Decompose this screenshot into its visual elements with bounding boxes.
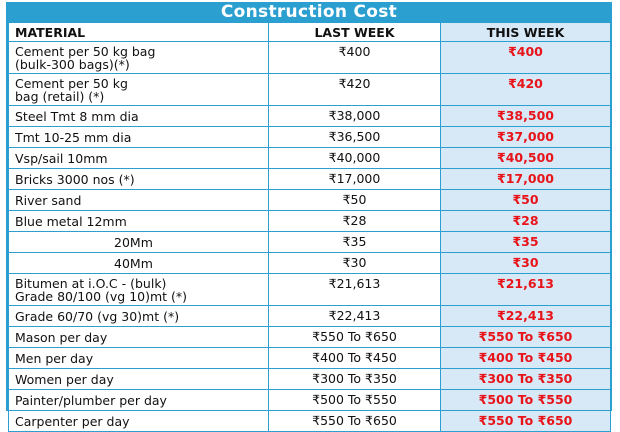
this-week-cell: ₹400 <box>441 42 611 74</box>
this-week-cell: ₹37,000 <box>441 127 611 148</box>
this-week-cell: ₹21,613 <box>441 274 611 306</box>
this-week-cell: ₹300 To ₹350 <box>441 369 611 390</box>
last-week-cell: ₹38,000 <box>269 106 441 127</box>
material-cell: Steel Tmt 8 mm dia <box>9 106 269 127</box>
table-header-row <box>9 23 611 42</box>
last-week-cell: ₹36,500 <box>269 127 441 148</box>
this-week-cell: ₹50 <box>441 190 611 211</box>
header-last-week: LAST WEEK <box>269 23 441 42</box>
material-cell: 20Mm <box>9 232 269 253</box>
table-row <box>9 169 611 190</box>
material-cell: 40Mm <box>9 253 269 274</box>
this-week-cell: ₹500 To ₹550 <box>441 390 611 411</box>
table-row <box>9 106 611 127</box>
last-week-cell: ₹50 <box>269 190 441 211</box>
material-cell: Women per day <box>9 369 269 390</box>
table-row <box>9 390 611 411</box>
last-week-cell: ₹22,413 <box>269 306 441 327</box>
material-cell: Carpenter per day <box>9 411 269 432</box>
material-cell: Tmt 10-25 mm dia <box>9 127 269 148</box>
last-week-cell: ₹40,000 <box>269 148 441 169</box>
material-cell: Painter/plumber per day <box>9 390 269 411</box>
table-row <box>9 42 611 74</box>
material-cell: Blue metal 12mm <box>9 211 269 232</box>
this-week-cell: ₹38,500 <box>441 106 611 127</box>
last-week-cell: ₹35 <box>269 232 441 253</box>
material-cell: Men per day <box>9 348 269 369</box>
this-week-cell: ₹28 <box>441 211 611 232</box>
last-week-cell: ₹550 To ₹650 <box>269 411 441 432</box>
material-cell: Vsp/sail 10mm <box>9 148 269 169</box>
last-week-cell: ₹500 To ₹550 <box>269 390 441 411</box>
material-cell: Cement per 50 kg bag (retail) (*) <box>9 74 269 106</box>
last-week-cell: ₹17,000 <box>269 169 441 190</box>
last-week-cell: ₹420 <box>269 74 441 106</box>
this-week-cell: ₹420 <box>441 74 611 106</box>
last-week-cell: ₹400 <box>269 42 441 74</box>
material-cell: Bitumen at i.O.C - (bulk) Grade 80/100 (vg 10)mt (*) <box>9 274 269 306</box>
this-week-cell: ₹550 To ₹650 <box>441 327 611 348</box>
table-row <box>9 369 611 390</box>
table-row <box>9 306 611 327</box>
material-cell: Grade 60/70 (vg 30)mt (*) <box>9 306 269 327</box>
material-cell: Mason per day <box>9 327 269 348</box>
this-week-cell: ₹17,000 <box>441 169 611 190</box>
last-week-cell: ₹21,613 <box>269 274 441 306</box>
material-cell: Cement per 50 kg bag (bulk-300 bags)(*) <box>9 42 269 74</box>
this-week-cell: ₹35 <box>441 232 611 253</box>
table-row <box>9 148 611 169</box>
cost-table <box>8 22 611 432</box>
table-row <box>9 253 611 274</box>
material-cell: Bricks 3000 nos (*) <box>9 169 269 190</box>
header-this-week: THIS WEEK <box>441 23 611 42</box>
table-row <box>9 74 611 106</box>
page-title: Construction Cost <box>220 2 398 22</box>
table-row <box>9 127 611 148</box>
this-week-cell: ₹400 To ₹450 <box>441 348 611 369</box>
table-row <box>9 274 611 306</box>
table-row <box>9 211 611 232</box>
table-row <box>9 190 611 211</box>
this-week-cell: ₹550 To ₹650 <box>441 411 611 432</box>
last-week-cell: ₹550 To ₹650 <box>269 327 441 348</box>
table-row <box>9 327 611 348</box>
construction-cost-panel <box>6 2 612 429</box>
this-week-cell: ₹30 <box>441 253 611 274</box>
this-week-cell: ₹40,500 <box>441 148 611 169</box>
last-week-cell: ₹30 <box>269 253 441 274</box>
material-cell: River sand <box>9 190 269 211</box>
table-row <box>9 348 611 369</box>
last-week-cell: ₹28 <box>269 211 441 232</box>
table-row <box>9 232 611 253</box>
last-week-cell: ₹300 To ₹350 <box>269 369 441 390</box>
header-material: MATERIAL <box>9 23 269 42</box>
table-body <box>9 42 611 432</box>
this-week-cell: ₹22,413 <box>441 306 611 327</box>
last-week-cell: ₹400 To ₹450 <box>269 348 441 369</box>
